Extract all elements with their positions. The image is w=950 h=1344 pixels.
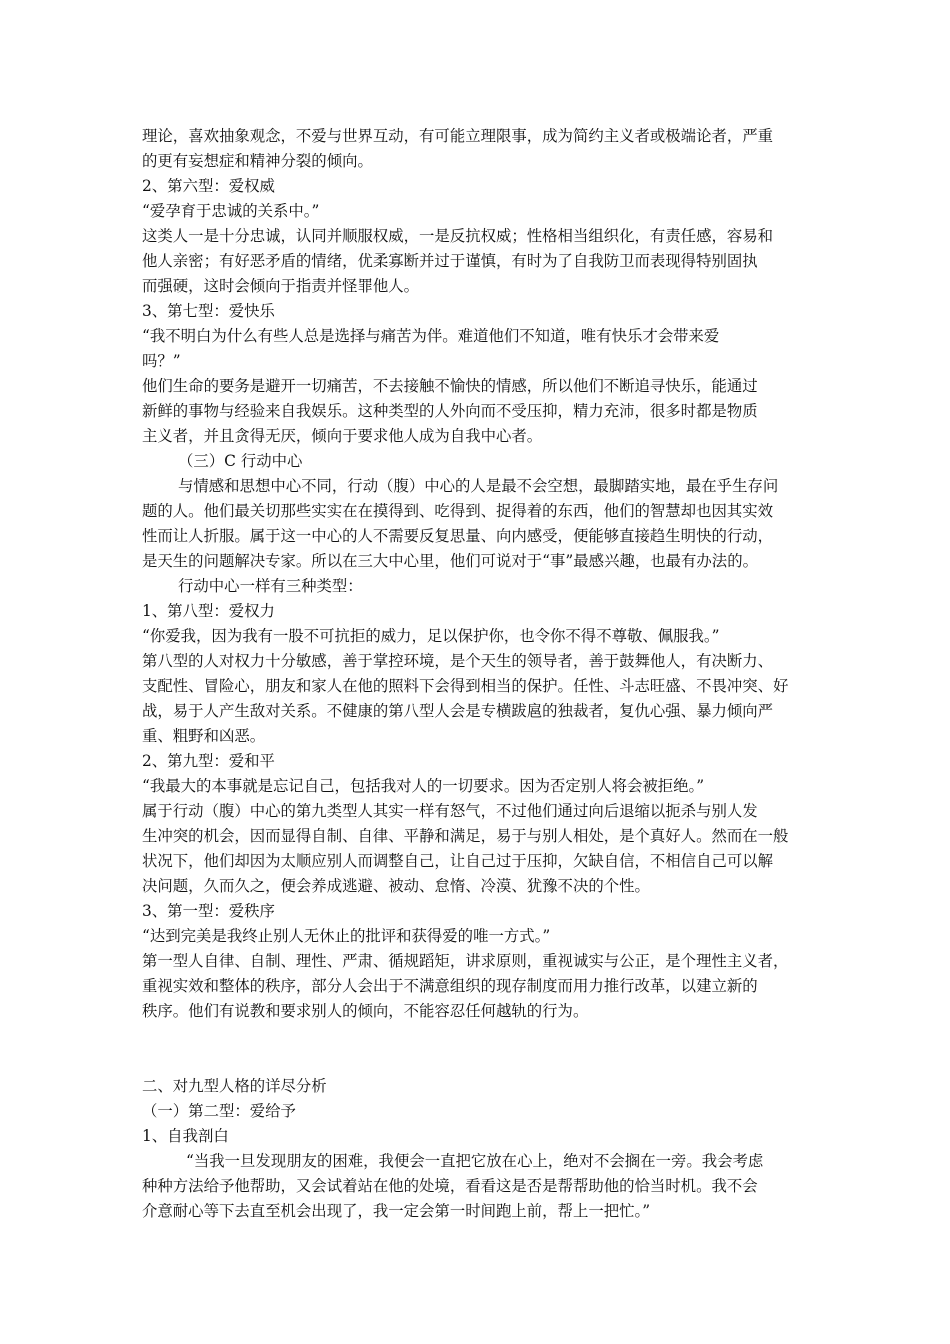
paragraph-line: 与情感和思想中心不同，行动（腹）中心的人是最不会空想，最脚踏实地，最在乎生存问: [178, 477, 779, 495]
type-heading: 3、第七型：爱快乐: [142, 302, 275, 320]
text-line: 战，易于人产生敌对关系。不健康的第八型人会是专横跋扈的独裁者，复仇心强、暴力倾向严: [142, 702, 774, 720]
text-line: 第八型的人对权力十分敏感，善于掌控环境，是个天生的领导者，善于鼓舞他人，有决断力、: [142, 652, 774, 670]
type-heading: 2、第六型：爱权威: [142, 177, 275, 195]
paragraph-line: 行动中心一样有三种类型：: [178, 577, 363, 595]
type-heading: 1、第八型：爱权力: [142, 602, 275, 620]
text-line: 重、粗野和凶恶。: [142, 727, 266, 745]
text-line: 决问题，久而久之，便会养成逃避、被动、怠惰、冷漠、犹豫不决的个性。: [142, 877, 650, 895]
type-quote: 吗？”: [142, 352, 181, 370]
paragraph-line: 性而让人折服。属于这一中心的人不需要反复思量、向内感受，便能够直接趋生明快的行动，: [142, 527, 774, 545]
text-line: 状况下，他们却因为太顺应别人而调整自己，让自己过于压抑，欠缺自信，不相信自己可以解: [142, 852, 774, 870]
text-line: 这类人一是十分忠诚，认同并顺服权威，一是反抗权威；性格相当组织化，有责任感，容易和: [142, 227, 774, 245]
text-line: 理论，喜欢抽象观念，不爱与世界互动，有可能立理限事，成为简约主义者或极端论者，严重: [142, 127, 774, 145]
type-heading: 3、第一型：爱秩序: [142, 902, 275, 920]
type-quote: “我最大的本事就是忘记自己，包括我对人的一切要求。因为否定别人将会被拒绝。”: [142, 777, 705, 795]
text-line: 的更有妄想症和精神分裂的倾向。: [142, 152, 373, 170]
text-line: 主义者，并且贪得无厌，倾向于要求他人成为自我中心者。: [142, 427, 543, 445]
text-line: 而强硬，这时会倾向于指责并怪罪他人。: [142, 277, 420, 295]
text-line: 他人亲密；有好恶矛盾的情绪，优柔寡断并过于谨慎，有时为了自我防卫而表现得特别固执: [142, 252, 758, 270]
type-quote: “我不明白为什么有些人总是选择与痛苦为伴。难道他们不知道，唯有快乐才会带来爱: [142, 327, 720, 345]
paragraph-line: 题的人。他们最关切那些实实在在摸得到、吃得到、捉得着的东西，他们的智慧却也因其实效: [142, 502, 774, 520]
text-line: 秩序。他们有说教和要求别人的倾向，不能容忍任何越轨的行为。: [142, 1002, 589, 1020]
section-heading: （三）C 行动中心: [178, 452, 303, 470]
document-page: [142, 124, 810, 1224]
section-heading: 二、对九型人格的详尽分析: [142, 1077, 327, 1095]
paragraph-line: 是天生的问题解决专家。所以在三大中心里，他们可说对于“事”最感兴趣，也最有办法的。: [142, 552, 758, 570]
item-heading: 1、自我剖白: [142, 1127, 229, 1145]
type-quote: “爱孕育于忠诚的关系中。”: [142, 202, 320, 220]
type-quote: “你爱我，因为我有一股不可抗拒的威力，足以保护你，也令你不得不尊敬、佩服我。”: [142, 627, 720, 645]
blank-gap: [142, 1024, 810, 1074]
quote-line: 种种方法给予他帮助，又会试着站在他的处境，看看这是否是帮帮助他的恰当时机。我不会: [142, 1177, 758, 1195]
text-line: 重视实效和整体的秩序，部分人会出于不满意组织的现存制度而用力推行改革，以建立新的: [142, 977, 758, 995]
text-line: 属于行动（腹）中心的第九类型人其实一样有怒气，不过他们通过向后退缩以扼杀与别人发: [142, 802, 758, 820]
text-line: 生冲突的机会，因而显得自制、自律、平静和满足，易于与别人相处，是个真好人。然而在一般: [142, 827, 789, 845]
type-quote: “达到完美是我终止别人无休止的批评和获得爱的唯一方式。”: [142, 927, 551, 945]
subsection-heading: （一）第二型：爱给予: [142, 1102, 296, 1120]
text-line: 支配性、冒险心，朋友和家人在他的照料下会得到相当的保护。任性、斗志旺盛、不畏冲突、好: [142, 677, 789, 695]
text-line: 第一型人自律、自制、理性、严肃、循规蹈矩，讲求原则，重视诚实与公正，是个理性主义者，: [142, 952, 789, 970]
text-line: 新鲜的事物与经验来自我娱乐。这种类型的人外向而不受压抑，精力充沛，很多时都是物质: [142, 402, 758, 420]
quote-line: “当我一旦发现朋友的困难，我便会一直把它放在心上，绝对不会搁在一旁。我会考虑: [186, 1152, 764, 1170]
text-line: 他们生命的要务是避开一切痛苦，不去接触不愉快的情感，所以他们不断追寻快乐，能通过: [142, 377, 758, 395]
quote-line: 介意耐心等下去直至机会出现了，我一定会第一时间跑上前，帮上一把忙。”: [142, 1202, 651, 1220]
type-heading: 2、第九型：爱和平: [142, 752, 275, 770]
